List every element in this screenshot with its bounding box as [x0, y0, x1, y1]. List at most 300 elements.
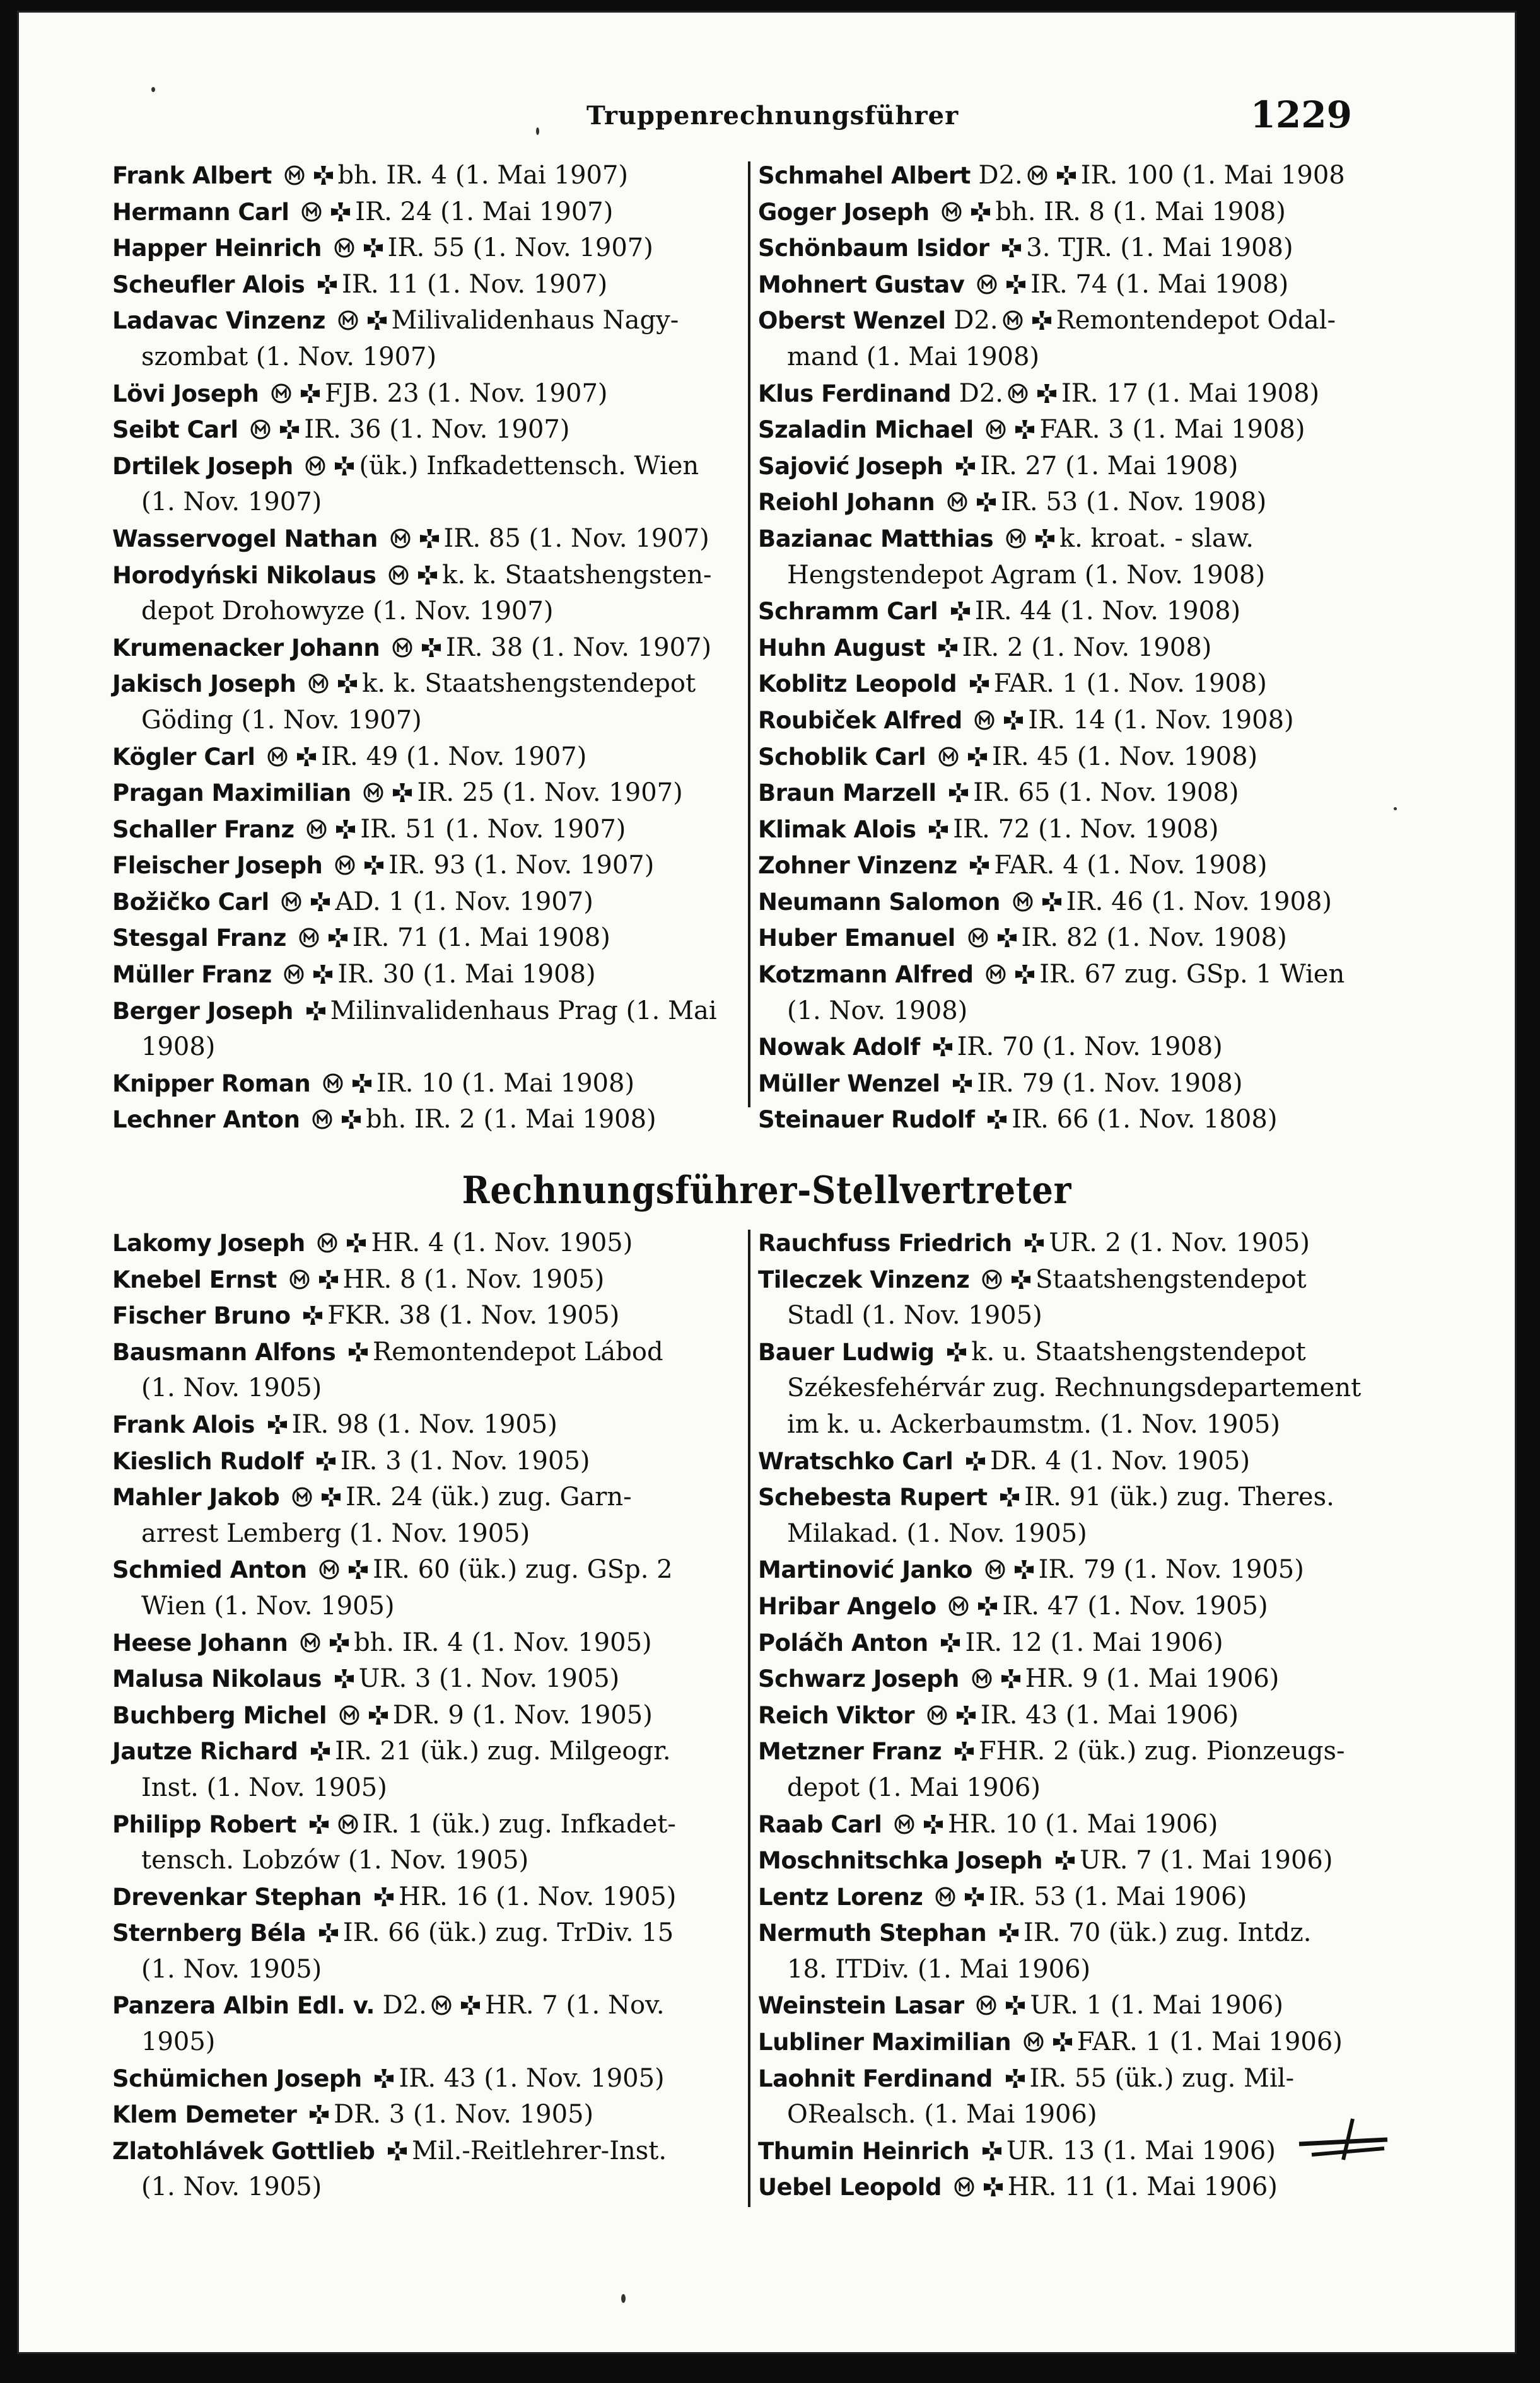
list-item [112, 267, 749, 303]
cross-icon [965, 1450, 986, 1472]
cross-icon [330, 201, 351, 223]
list-item [112, 1262, 749, 1298]
entry-assignment: IR. 91 (ük.) zug. Theres. [1024, 1483, 1334, 1512]
entry-assignment: IR. 53 (1. Nov. 1908) [1001, 487, 1267, 517]
medal-icon [322, 1073, 344, 1094]
entry-name: Goger Joseph [758, 198, 930, 226]
entry-assignment: IR. 67 zug. GSp. 1 Wien [1039, 960, 1345, 989]
entry-continuation: Milakad. (1. Nov. 1905) [787, 1518, 1087, 1548]
page-header [19, 93, 1515, 150]
entry-assignment: Mil.-Reitlehrer-Inst. [412, 2136, 667, 2165]
page-number: 1229 [1250, 93, 1352, 136]
list-item [112, 1102, 749, 1138]
list-item [112, 448, 749, 521]
entry-continuation: mand (1. Mai 1908) [787, 342, 1040, 371]
section1-left-column [112, 158, 749, 1138]
list-item [758, 775, 1395, 812]
list-item [112, 557, 749, 630]
list-item [112, 2061, 749, 2097]
medal-icon [1002, 310, 1024, 331]
entry-name: Buchberg Michel [112, 1701, 327, 1729]
entry-assignment: IR. 65 (1. Nov. 1908) [973, 778, 1239, 808]
medal-icon [935, 1886, 956, 1908]
cross-icon [421, 637, 442, 658]
entry-name: Roubiček Alfred [758, 706, 962, 734]
entry-assignment: IR. 10 (1. Mai 1908) [376, 1068, 635, 1098]
entry-name: Drtilek Joseph [112, 452, 293, 480]
cross-icon [969, 673, 990, 694]
entry-assignment: bh. IR. 4 (1. Nov. 1905) [354, 1628, 652, 1657]
cross-icon [923, 1814, 944, 1835]
entry-name: Fleischer Joseph [112, 852, 323, 880]
entry-name: Jautze Richard [112, 1738, 298, 1766]
list-item [112, 1479, 749, 1552]
entry-assignment: Milivalidenhaus Nagy- [391, 306, 679, 335]
entry-assignment: IR. 85 (1. Nov. 1907) [443, 523, 709, 553]
medal-icon [976, 1995, 997, 2016]
entry-continuation: 1905) [141, 2027, 216, 2057]
cross-icon [952, 1073, 973, 1094]
handwritten-strike-mark [1293, 2116, 1394, 2166]
cross-icon [373, 1886, 395, 1908]
cross-icon [1034, 528, 1056, 549]
entry-name: Huhn August [758, 634, 925, 661]
print-speck [1394, 807, 1397, 810]
medal-icon [926, 1704, 948, 1726]
medal-icon [289, 1269, 310, 1290]
medal-icon [334, 237, 355, 259]
entry-name: Nermuth Stephan [758, 1920, 987, 1947]
entry-name: Schaller Franz [112, 815, 295, 843]
list-item [112, 1225, 749, 1262]
list-item [758, 1443, 1395, 1480]
entry-name: Laohnit Ferdinand [758, 2065, 993, 2092]
entry-assignment: FHR. 2 (ük.) zug. Pionzeugs- [978, 1737, 1345, 1766]
entry-continuation: ORealsch. (1. Mai 1906) [787, 2100, 1097, 2130]
cross-icon [1001, 237, 1022, 259]
entry-assignment: IR. 38 (1. Nov. 1907) [445, 632, 712, 662]
medal-icon [388, 564, 409, 586]
cross-icon [317, 274, 338, 295]
entry-name: Berger Joseph [112, 997, 293, 1025]
entry-name: Koblitz Leopold [758, 670, 957, 698]
entry-assignment: HR. 10 (1. Mai 1906) [948, 1809, 1218, 1839]
medal-icon [1027, 165, 1048, 186]
entry-assignment: UR. 7 (1. Mai 1906) [1079, 1846, 1333, 1875]
cross-icon [279, 419, 300, 440]
entry-assignment: IR. 49 (1. Nov. 1907) [321, 742, 587, 771]
entry-name: Nowak Adolf [758, 1034, 920, 1061]
entry-name: Božičko Carl [112, 888, 269, 916]
list-item [758, 1733, 1395, 1806]
entry-name: Sternberg Béla [112, 1920, 306, 1947]
entry-name: Knebel Ernst [112, 1266, 277, 1293]
cross-icon [970, 201, 991, 223]
list-item [112, 1334, 749, 1407]
cross-icon [998, 1922, 1020, 1943]
cross-icon [1031, 310, 1053, 331]
entry-name: Kögler Carl [112, 743, 255, 771]
medal-icon [985, 419, 1006, 440]
medal-icon [363, 782, 384, 803]
cross-icon [419, 528, 440, 549]
cross-icon [1014, 964, 1035, 985]
cross-icon [983, 2176, 1004, 2198]
section-title: Rechnungsführer-Stellvertreter [462, 1168, 1072, 1213]
entry-name: Seibt Carl [112, 416, 238, 444]
cross-icon [940, 1632, 961, 1653]
list-item [112, 1915, 749, 1988]
decoration-class: D2. [978, 161, 1023, 190]
entry-name: Schwarz Joseph [758, 1665, 959, 1693]
entry-assignment: bh. IR. 4 (1. Mai 1907) [337, 161, 629, 190]
list-item [758, 267, 1395, 303]
list-item [112, 775, 749, 812]
medal-icon [1023, 2031, 1044, 2053]
entry-name: Panzera Albin Edl. v. [112, 1992, 375, 2020]
medal-icon [337, 1814, 359, 1835]
medal-icon [305, 455, 326, 477]
entry-name: Sajović Joseph [758, 452, 943, 480]
list-item [758, 1066, 1395, 1102]
medal-icon [301, 201, 322, 223]
entry-continuation: tensch. Lobzów (1. Nov. 1905) [141, 1846, 529, 1875]
entry-name: Frank Alois [112, 1411, 255, 1438]
entry-name: Schümichen Joseph [112, 2065, 362, 2092]
medal-icon [291, 1486, 313, 1508]
entry-assignment: HR. 4 (1. Nov. 1905) [371, 1228, 633, 1257]
cross-icon [310, 891, 331, 912]
entry-assignment: IR. 2 (1. Nov. 1908) [962, 632, 1212, 662]
entry-name: Schoblik Carl [758, 743, 926, 771]
list-item [758, 1661, 1395, 1698]
entry-name: Rauchfuss Friedrich [758, 1230, 1012, 1257]
list-item [758, 2169, 1395, 2206]
cross-icon [1005, 2068, 1026, 2089]
list-item [112, 920, 749, 957]
list-item [758, 1588, 1395, 1625]
cross-icon [1056, 165, 1077, 186]
entry-name: Wasservogel Nathan [112, 525, 378, 552]
cross-icon [417, 564, 438, 586]
list-item [758, 1988, 1395, 2024]
entry-continuation: (1. Nov. 1905) [141, 2172, 322, 2202]
medal-icon [431, 1995, 452, 2016]
medal-icon [317, 1232, 338, 1254]
entry-assignment: Staatshengstendepot [1035, 1264, 1307, 1294]
cross-icon [460, 1995, 481, 2016]
cross-icon [267, 1414, 288, 1435]
entry-name: Uebel Leopold [758, 2174, 942, 2201]
entry-continuation: szombat (1. Nov. 1907) [141, 342, 437, 371]
entry-assignment: IR. 53 (1. Mai 1906) [989, 1882, 1247, 1911]
cross-icon [387, 2140, 408, 2162]
medal-icon [298, 927, 320, 948]
entry-name: Heese Johann [112, 1629, 288, 1657]
entry-assignment: HR. 11 (1. Mai 1906) [1007, 2172, 1278, 2202]
cross-icon [969, 854, 990, 876]
medal-icon [967, 927, 989, 948]
entry-assignment: IR. 70 (1. Nov. 1908) [957, 1032, 1223, 1062]
list-item [758, 1698, 1395, 1734]
entry-name: Zlatohlávek Gottlieb [112, 2137, 375, 2165]
cross-icon [308, 2104, 330, 2125]
entry-name: Horodyński Nikolaus [112, 561, 376, 589]
entry-name: Ladavac Vinzenz [112, 307, 325, 335]
entry-assignment: bh. IR. 2 (1. Mai 1908) [366, 1105, 656, 1134]
cross-icon [1041, 891, 1063, 912]
entry-name: Kotzmann Alfred [758, 961, 974, 989]
list-item [758, 484, 1395, 521]
entry-name: Poláčh Anton [758, 1629, 928, 1657]
cross-icon [999, 1486, 1020, 1508]
cross-icon [954, 1740, 975, 1762]
entry-assignment: Milinvalidenhaus Prag (1. Mai [330, 996, 717, 1025]
medal-icon [985, 964, 1006, 985]
cross-icon [948, 782, 969, 803]
list-item [112, 1988, 749, 2060]
entry-assignment: AD. 1 (1. Nov. 1907) [335, 887, 593, 916]
medal-icon [894, 1814, 915, 1835]
entry-name: Mohnert Gustav [758, 271, 965, 298]
entry-name: Happer Heinrich [112, 235, 322, 262]
list-item [112, 230, 749, 267]
list-item [112, 993, 749, 1066]
list-item [758, 2024, 1395, 2061]
medal-icon [300, 1632, 321, 1653]
entry-name: Malusa Nikolaus [112, 1665, 322, 1693]
entry-name: Lubliner Maximilian [758, 2029, 1012, 2056]
medal-icon [306, 819, 327, 840]
entry-assignment: 3. TJR. (1. Mai 1908) [1026, 233, 1293, 263]
book-page [19, 13, 1515, 2352]
column-divider [748, 161, 750, 1107]
entry-assignment: IR. 11 (1. Nov. 1907) [342, 269, 608, 299]
entry-continuation: (1. Nov. 1905) [141, 1373, 322, 1403]
entry-continuation: Székesfehérvár zug. Rechnungsdepartement [787, 1373, 1362, 1403]
list-item [112, 1443, 749, 1480]
list-item [112, 957, 749, 993]
entry-assignment: IR. 79 (1. Nov. 1908) [977, 1068, 1243, 1098]
cross-icon [329, 1632, 350, 1653]
cross-icon [315, 1450, 337, 1472]
cross-icon [310, 1740, 331, 1762]
entry-name: Schmahel Albert [758, 162, 971, 189]
entry-name: Jakisch Joseph [112, 670, 296, 698]
cross-icon [950, 600, 971, 622]
entry-assignment: IR. 71 (1. Mai 1908) [352, 923, 610, 953]
entry-continuation: arrest Lemberg (1. Nov. 1905) [141, 1518, 530, 1548]
cross-icon [300, 383, 321, 404]
list-item [112, 1698, 749, 1734]
entry-assignment: IR. 66 (ük.) zug. TrDiv. 15 [342, 1918, 674, 1948]
list-item [758, 1843, 1395, 1879]
medal-icon [284, 165, 305, 186]
entry-assignment: UR. 13 (1. Mai 1906) [1006, 2136, 1276, 2165]
decoration-class: D2. [382, 1991, 427, 2020]
entry-name: Hribar Angelo [758, 1592, 936, 1620]
entry-name: Weinstein Lasar [758, 1992, 964, 2020]
entry-assignment: IR. 47 (1. Nov. 1905) [1002, 1591, 1268, 1621]
entry-assignment: DR. 3 (1. Nov. 1905) [334, 2100, 594, 2130]
entry-assignment: IR. 21 (ük.) zug. Milgeogr. [335, 1737, 671, 1766]
cross-icon [977, 1595, 998, 1617]
entry-continuation: 1908) [141, 1032, 216, 1062]
cross-icon [302, 1305, 324, 1326]
entry-name: Bazianac Matthias [758, 525, 994, 552]
print-speck [621, 2294, 626, 2303]
entry-name: Pragan Maximilian [112, 779, 351, 807]
entry-name: Huber Emanuel [758, 924, 955, 952]
entry-name: Schmied Anton [112, 1556, 307, 1584]
cross-icon [347, 1559, 369, 1580]
list-item [112, 1552, 749, 1624]
entry-assignment: IR. 24 (1. Mai 1907) [355, 197, 614, 226]
entry-assignment: k. k. Staatshengstendepot [362, 669, 696, 699]
list-item [758, 412, 1395, 448]
cross-icon [318, 1922, 339, 1943]
medal-icon [267, 746, 288, 767]
cross-icon [1000, 1668, 1022, 1689]
entry-name: Zohner Vinzenz [758, 852, 957, 880]
entry-name: Stesgal Franz [112, 924, 286, 952]
list-item [112, 158, 749, 194]
medal-icon [283, 964, 305, 985]
entry-assignment: UR. 1 (1. Mai 1906) [1030, 1991, 1283, 2020]
running-title: Truppenrechnungsführer [586, 101, 959, 131]
list-item [112, 630, 749, 667]
entry-assignment: IR. 46 (1. Nov. 1908) [1066, 887, 1332, 916]
cross-icon [981, 2140, 1003, 2162]
entry-assignment: FJB. 23 (1. Nov. 1907) [325, 378, 608, 408]
cross-icon [341, 1109, 362, 1130]
cross-icon [1036, 383, 1058, 404]
entry-name: Schebesta Rupert [758, 1484, 988, 1512]
cross-icon [1005, 1995, 1026, 2016]
cross-icon [366, 310, 388, 331]
entry-assignment: FAR. 1 (1. Mai 1906) [1076, 2027, 1343, 2057]
list-item [112, 1807, 749, 1879]
entry-assignment: IR. 3 (1. Nov. 1905) [340, 1446, 590, 1476]
entry-continuation: 18. ITDiv. (1. Mai 1906) [787, 1954, 1091, 1984]
entry-assignment: IR. 1 (ük.) zug. Infkadet- [362, 1809, 676, 1839]
column-divider [748, 1230, 750, 2207]
medal-icon [981, 1269, 1003, 1290]
entry-assignment: IR. 24 (ük.) zug. Garn- [346, 1483, 632, 1512]
entry-assignment: IR. 44 (1. Nov. 1908) [974, 597, 1241, 626]
entry-assignment: IR. 98 (1. Nov. 1905) [291, 1409, 557, 1439]
entry-assignment: HR. 8 (1. Nov. 1905) [342, 1264, 605, 1294]
entry-assignment: IR. 66 (1. Nov. 1808) [1012, 1105, 1278, 1134]
list-item [112, 848, 749, 884]
entry-assignment: IR. 72 (1. Nov. 1908) [953, 814, 1219, 844]
list-item [758, 1334, 1395, 1443]
entry-assignment: IR. 12 (1. Mai 1906) [965, 1628, 1223, 1657]
cross-icon [368, 1704, 389, 1726]
entry-continuation: im k. u. Ackerbaumstm. (1. Nov. 1905) [787, 1409, 1280, 1439]
decoration-class: D2. [954, 306, 998, 335]
entry-name: Schönbaum Isidor [758, 235, 989, 262]
entry-continuation: depot (1. Mai 1906) [787, 1773, 1041, 1802]
cross-icon [305, 1000, 327, 1022]
entry-name: Thumin Heinrich [758, 2137, 970, 2165]
list-item [112, 412, 749, 448]
entry-name: Wratschko Carl [758, 1447, 954, 1475]
print-speck [536, 127, 539, 135]
entry-assignment: IR. 43 (1. Nov. 1905) [399, 2063, 665, 2093]
entry-assignment: FAR. 4 (1. Nov. 1908) [994, 851, 1268, 880]
medal-icon [318, 1559, 340, 1580]
entry-assignment: IR. 51 (1. Nov. 1907) [360, 814, 626, 844]
entry-assignment: k. k. Staatshengsten- [442, 560, 712, 590]
entry-name: Lakomy Joseph [112, 1230, 305, 1257]
cross-icon [928, 819, 949, 840]
medal-icon [941, 201, 962, 223]
list-item [112, 1879, 749, 1916]
medal-icon [984, 1559, 1006, 1580]
medal-icon [1012, 891, 1034, 912]
entry-assignment: FAR. 1 (1. Nov. 1908) [993, 669, 1267, 699]
list-item [112, 812, 749, 848]
list-item [758, 1262, 1395, 1334]
entry-assignment: IR. 17 (1. Mai 1908) [1061, 378, 1320, 408]
list-item [758, 1552, 1395, 1588]
entry-name: Neumann Salomon [758, 888, 1001, 916]
entry-name: Klimak Alois [758, 815, 916, 843]
cross-icon [986, 1109, 1008, 1130]
entry-assignment: FKR. 38 (1. Nov. 1905) [327, 1301, 620, 1331]
list-item [758, 920, 1395, 957]
cross-icon [334, 1668, 355, 1689]
entry-assignment: UR. 3 (1. Nov. 1905) [358, 1664, 620, 1694]
list-item [758, 1225, 1395, 1262]
list-item [758, 448, 1395, 485]
list-item [758, 230, 1395, 267]
medal-icon [1007, 383, 1029, 404]
medal-icon [974, 709, 995, 731]
cross-icon [335, 819, 356, 840]
list-item [758, 702, 1395, 739]
entry-name: Schramm Carl [758, 598, 938, 626]
list-item [112, 1625, 749, 1662]
entry-continuation: depot Drohowyze (1. Nov. 1907) [141, 597, 554, 626]
medal-icon [339, 1704, 360, 1726]
entry-assignment: IR. 25 (1. Nov. 1907) [417, 778, 683, 808]
medal-icon [250, 419, 271, 440]
cross-icon [363, 237, 384, 259]
list-item [112, 1298, 749, 1334]
cross-icon [1024, 1232, 1045, 1254]
entry-assignment: IR. 27 (1. Mai 1908) [980, 451, 1239, 481]
medal-icon [334, 854, 356, 876]
list-item [758, 848, 1395, 884]
entry-name: Oberst Wenzel [758, 307, 946, 335]
entry-name: Tileczek Vinzenz [758, 1266, 970, 1293]
list-item [758, 957, 1395, 1029]
medal-icon [390, 528, 411, 549]
cross-icon [337, 673, 358, 694]
entry-assignment: IR. 74 (1. Mai 1908) [1030, 269, 1289, 299]
medal-icon [337, 310, 359, 331]
entry-assignment: k. kroat. - slaw. [1059, 523, 1254, 553]
entry-continuation: Wien (1. Nov. 1905) [141, 1591, 395, 1621]
entry-name: Reich Viktor [758, 1701, 915, 1729]
entry-name: Raab Carl [758, 1810, 882, 1838]
entry-name: Müller Franz [112, 961, 272, 989]
list-item [758, 593, 1395, 630]
entry-name: Drevenkar Stephan [112, 1883, 362, 1911]
cross-icon [967, 746, 988, 767]
